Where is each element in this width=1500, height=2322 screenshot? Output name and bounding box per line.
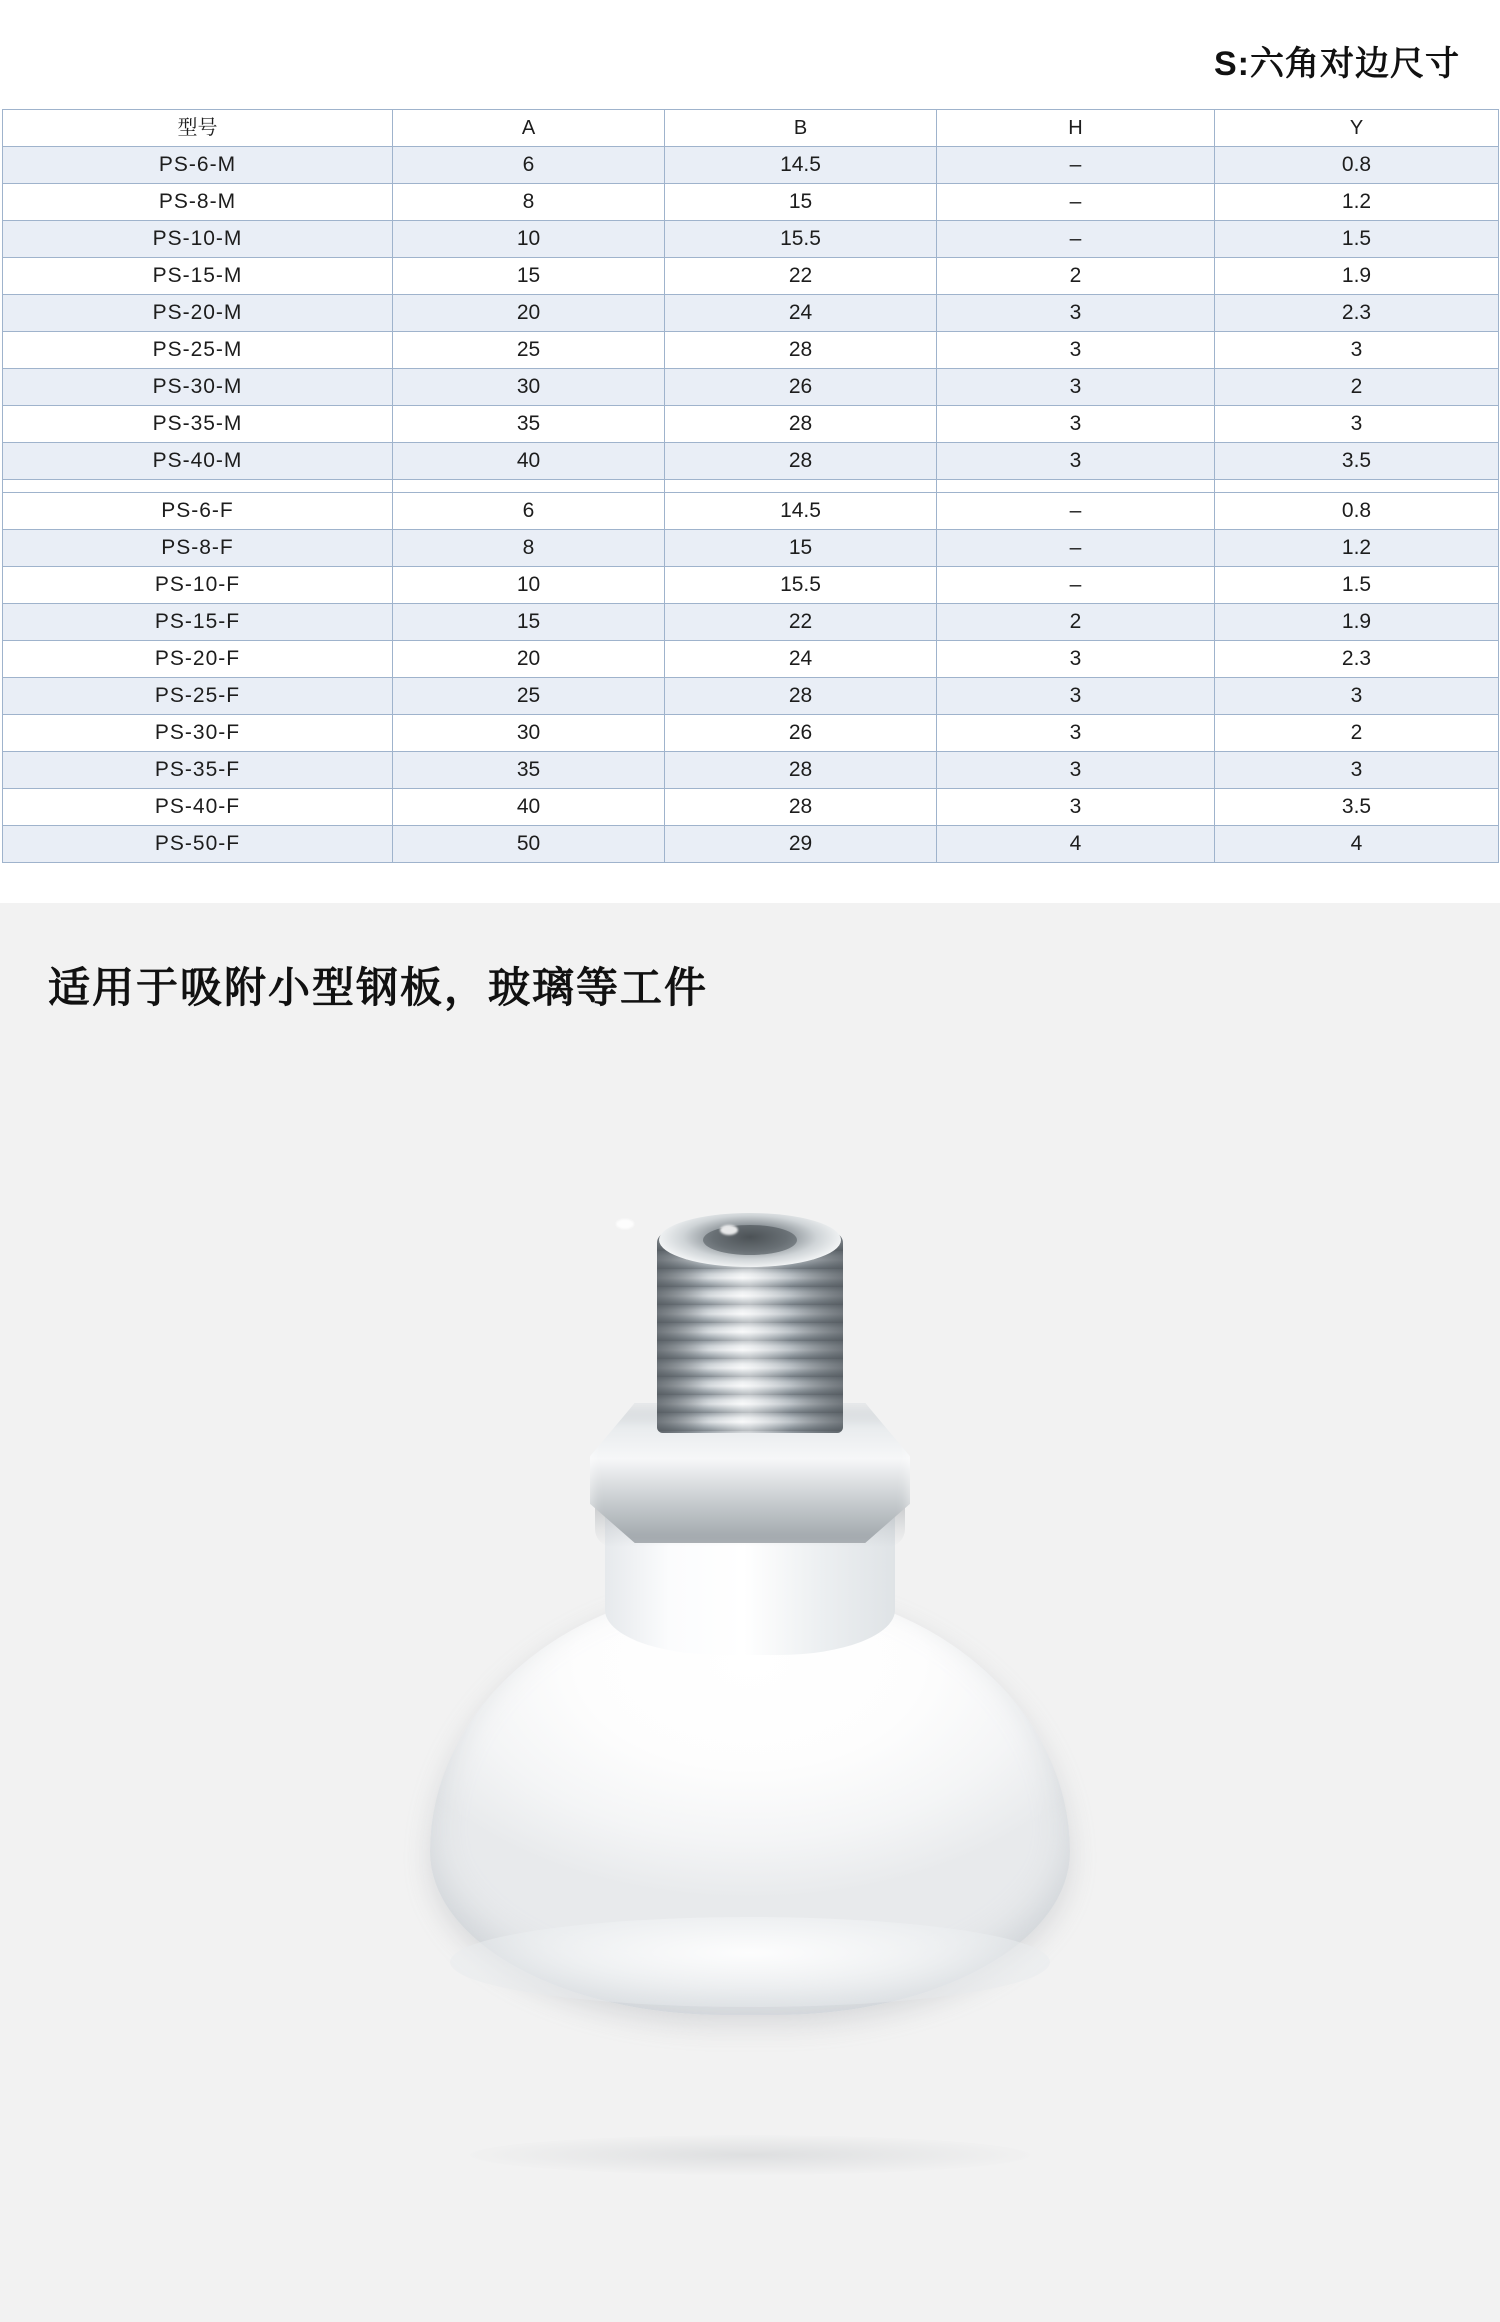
cell-h: 3 [937,641,1215,678]
cell-a: 10 [393,221,665,258]
column-header-y: Y [1215,110,1499,147]
cell-a: 50 [393,826,665,863]
cell-a: 20 [393,641,665,678]
cell-model: PS-40-F [3,789,393,826]
table-row [3,295,1499,332]
cell-h: 3 [937,332,1215,369]
cell-b: 28 [665,443,937,480]
cell-model: PS-6-M [3,147,393,184]
cell-h: 3 [937,678,1215,715]
cell-h: 2 [937,604,1215,641]
cell-model: PS-35-M [3,406,393,443]
cell-h: – [937,530,1215,567]
cell-y: 1.2 [1215,184,1499,221]
product-photo-section [0,903,1500,2322]
table-row [3,184,1499,221]
highlight-glint [616,1219,634,1229]
cell-h: 3 [937,406,1215,443]
cell-h: – [937,567,1215,604]
cell-y: 1.5 [1215,221,1499,258]
cell-b: 15.5 [665,221,937,258]
table-row [3,752,1499,789]
cell-h: 3 [937,789,1215,826]
cell-b: 28 [665,332,937,369]
table-row [3,406,1499,443]
table-row [3,604,1499,641]
cell-b: 24 [665,295,937,332]
cell-model: PS-10-M [3,221,393,258]
column-header-h: H [937,110,1215,147]
cell-y: 3 [1215,406,1499,443]
cell-a: 8 [393,184,665,221]
cell-b: 28 [665,678,937,715]
cell-a: 25 [393,332,665,369]
cell-b: 15 [665,184,937,221]
cell-b: 26 [665,369,937,406]
table-row [3,258,1499,295]
cell-model: PS-8-F [3,530,393,567]
cell-a: 20 [393,295,665,332]
cell-model: PS-15-F [3,604,393,641]
vacuum-suction-cup-photo [420,1205,1080,2105]
cell-y: 3.5 [1215,789,1499,826]
cell-y: 1.9 [1215,258,1499,295]
product-photo-stage [0,1015,1500,2235]
cell-y: 1.5 [1215,567,1499,604]
cell-h: 3 [937,369,1215,406]
cell-h: 3 [937,295,1215,332]
cell-a: 35 [393,406,665,443]
cell-b: 14.5 [665,493,937,530]
cell-model: PS-50-F [3,826,393,863]
table-row [3,369,1499,406]
cell-model: PS-10-F [3,567,393,604]
spec-table [2,109,1499,863]
cell-b: 24 [665,641,937,678]
cell-b: 15.5 [665,567,937,604]
table-row [3,332,1499,369]
spec-table-body [3,147,1499,863]
cell-b: 22 [665,604,937,641]
cell-model: PS-8-M [3,184,393,221]
cell-b: 29 [665,826,937,863]
cell-a: 6 [393,147,665,184]
floor-shadow [470,2135,1030,2175]
cell-model: PS-20-F [3,641,393,678]
table-row [3,493,1499,530]
table-row [3,147,1499,184]
cell-a: 10 [393,567,665,604]
cell-h: – [937,493,1215,530]
table-row [3,221,1499,258]
cell-b: 28 [665,752,937,789]
cell-model: PS-25-F [3,678,393,715]
table-group-separator [3,480,1499,493]
cell-model: PS-25-M [3,332,393,369]
cell-b: 22 [665,258,937,295]
cell-a: 40 [393,443,665,480]
cell-y: 0.8 [1215,147,1499,184]
highlight-glint [720,1225,738,1235]
cell-y: 0.8 [1215,493,1499,530]
cell-h: 2 [937,258,1215,295]
cell-model: PS-30-F [3,715,393,752]
cell-model: PS-30-M [3,369,393,406]
table-row [3,826,1499,863]
cell-a: 6 [393,493,665,530]
table-row [3,443,1499,480]
cell-model: PS-15-M [3,258,393,295]
cell-h: – [937,184,1215,221]
cell-h: 3 [937,715,1215,752]
table-row [3,567,1499,604]
cell-h: 3 [937,752,1215,789]
column-header-b: B [665,110,937,147]
cell-y: 2.3 [1215,295,1499,332]
cell-y: 4 [1215,826,1499,863]
cell-y: 3.5 [1215,443,1499,480]
cell-y: 3 [1215,332,1499,369]
cell-a: 15 [393,258,665,295]
table-row [3,715,1499,752]
table-row [3,530,1499,567]
cup-skirt-rim [450,1917,1050,2007]
cell-a: 35 [393,752,665,789]
cell-b: 28 [665,789,937,826]
hex-width-note: S:六角对边尺寸 [1214,45,1460,83]
cell-model: PS-35-F [3,752,393,789]
spec-table-container [0,109,1500,863]
cell-y: 1.9 [1215,604,1499,641]
cell-b: 15 [665,530,937,567]
cell-y: 2.3 [1215,641,1499,678]
cell-a: 40 [393,789,665,826]
table-row [3,789,1499,826]
cell-b: 26 [665,715,937,752]
cell-h: 3 [937,443,1215,480]
application-caption: 适用于吸附小型钢板，玻璃等工件 [48,964,709,1011]
table-row [3,678,1499,715]
column-header-model: 型号 [3,110,393,147]
stem-bore [703,1225,797,1255]
cell-y: 2 [1215,369,1499,406]
cell-model: PS-20-M [3,295,393,332]
cell-h: – [937,147,1215,184]
cell-h: 4 [937,826,1215,863]
spec-table-head [3,110,1499,147]
cell-y: 3 [1215,678,1499,715]
cell-y: 1.2 [1215,530,1499,567]
cell-model: PS-40-M [3,443,393,480]
cell-a: 25 [393,678,665,715]
cell-a: 30 [393,715,665,752]
cell-b: 14.5 [665,147,937,184]
cell-a: 15 [393,604,665,641]
cell-a: 30 [393,369,665,406]
table-row [3,641,1499,678]
table-header-row [3,110,1499,147]
column-header-a: A [393,110,665,147]
cell-b: 28 [665,406,937,443]
cell-model: PS-6-F [3,493,393,530]
cell-y: 2 [1215,715,1499,752]
cell-h: – [937,221,1215,258]
cell-a: 8 [393,530,665,567]
cell-y: 3 [1215,752,1499,789]
